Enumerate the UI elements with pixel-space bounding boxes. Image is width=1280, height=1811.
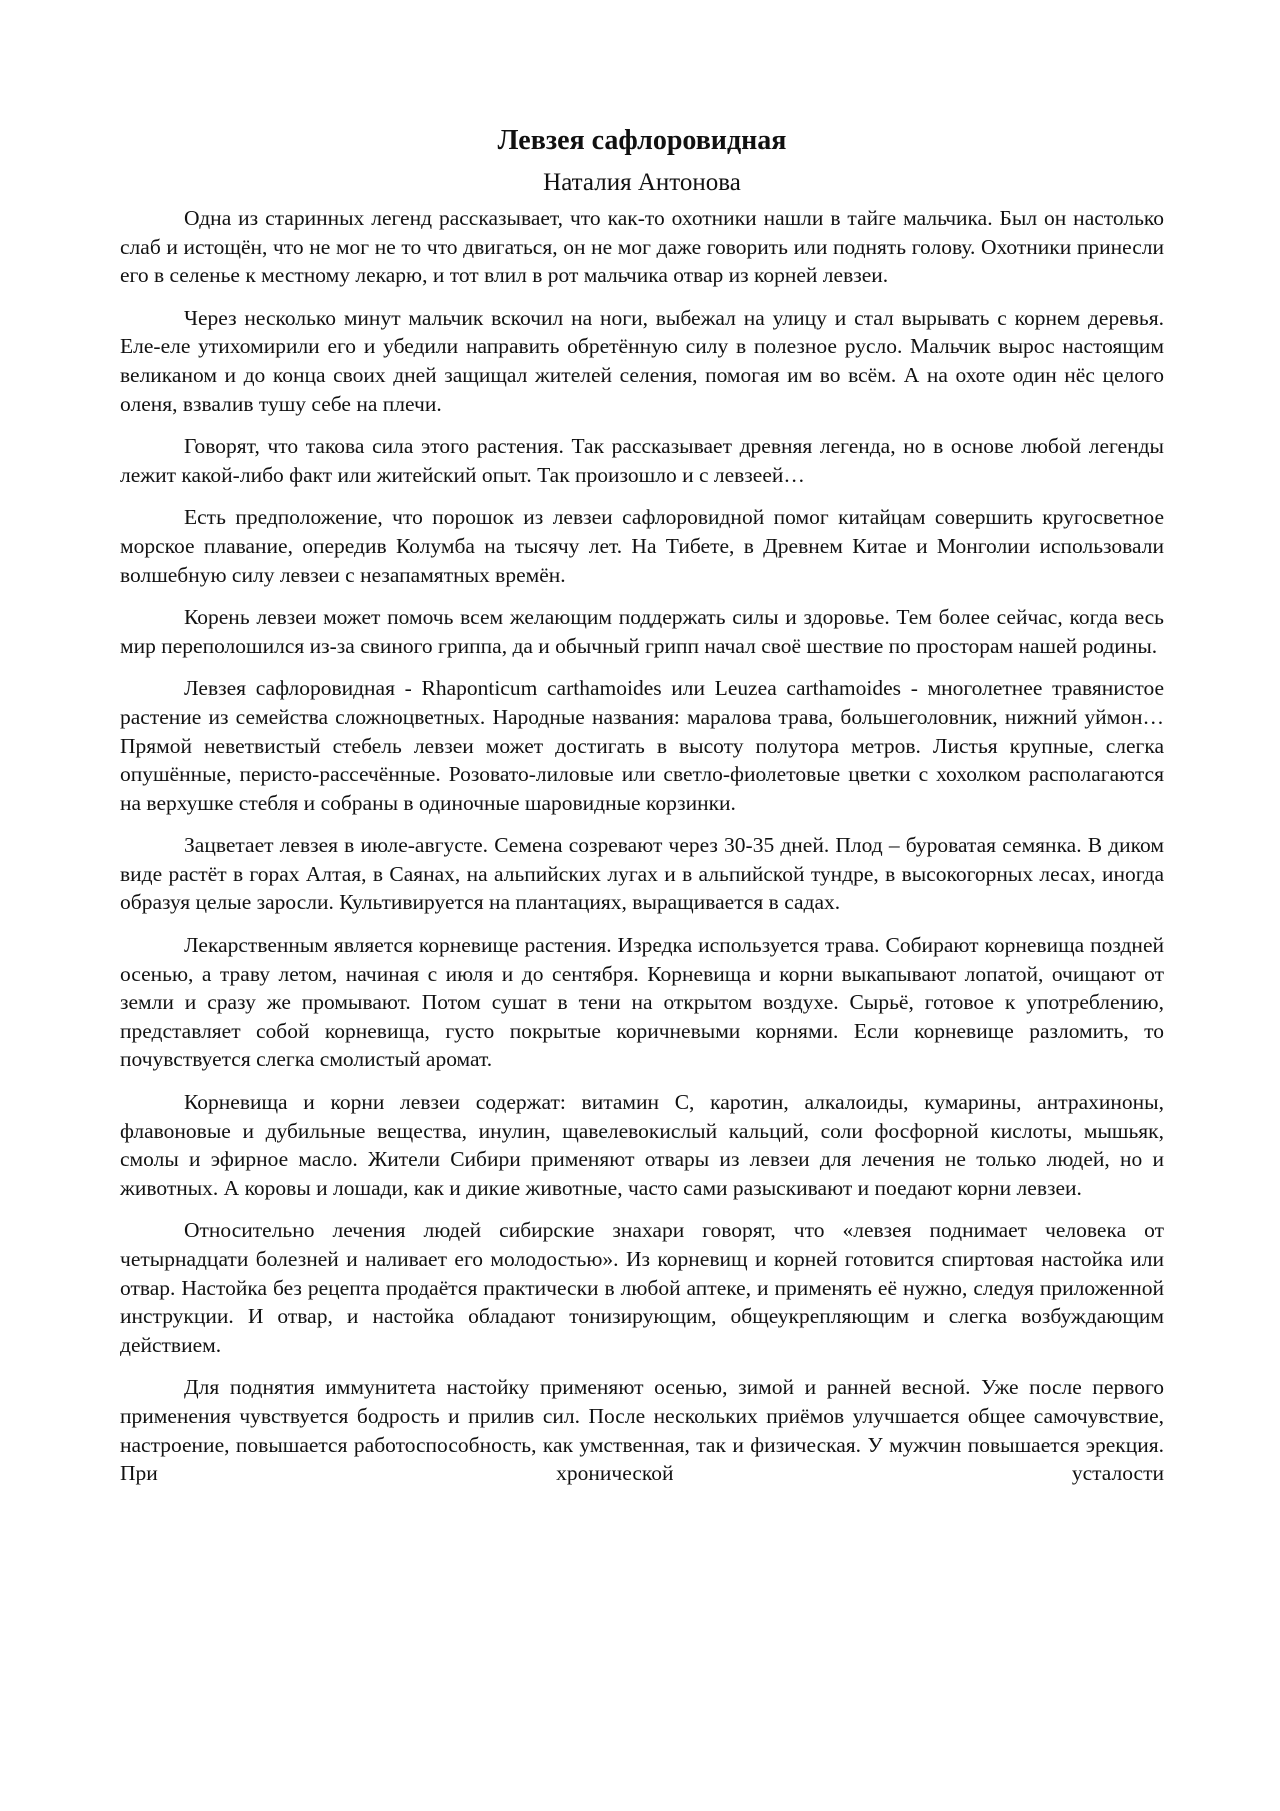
paragraph: Относительно лечения людей сибирские знахари говорят, что «левзея поднимает человека от четырнадцати болезней и наливает его молодостью». Из корневищ и корней готовится спиртовая настойка или отвар. Настойка без рецепта продаётся практически в любой аптеке, и применять её нужно, следуя приложенной инструкции. И отвар, и настойка обладают тонизирующим, общеукрепляющим и слегка возбуждающим действием.: [120, 1218, 1164, 1357]
paragraph: Корневища и корни левзеи содержат: витамин С, каротин, алкалоиды, кумарины, антрахиноны, флавоновые и дубильные вещества, инулин, щавелевокислый кальций, соли фосфорной кислоты, мышьяк, смолы и эфирное масло. Жители Сибири применяют отвары из левзеи для лечения не только людей, но и животных. А коровы и лошади, как и дикие животные, часто сами разыскивают и поедают корни левзеи.: [120, 1090, 1164, 1200]
paragraph: Корень левзеи может помочь всем желающим поддержать силы и здоровье. Тем более сейчас, когда весь мир переполошился из-за свиного гриппа, да и обычный грипп начал своё шествие по просторам нашей родины.: [120, 605, 1164, 658]
paragraph: Через несколько минут мальчик вскочил на ноги, выбежал на улицу и стал вырывать с корнем деревья. Еле-еле утихомирили его и убедили направить обретённую силу в полезное русло. Мальчик вырос настоящим великаном и до конца своих дней защищал жителей селения, помогая им во всём. А на охоте один нёс целого оленя, взвалив тушу себе на плечи.: [120, 305, 1164, 416]
paragraph: Одна из старинных легенд рассказывает, что как-то охотники нашли в тайге мальчика. Был он настолько слаб и истощён, что не мог не то что двигаться, он не мог даже говорить или поднять голову. Охотники принесли его в селенье к местному лекарю, и тот влил в рот мальчика отвар из корней левзеи.: [120, 206, 1164, 288]
document-page: [120, 122, 1164, 1502]
document-author: Наталия Антонова: [543, 169, 741, 196]
paragraph: Есть предположение, что порошок из левзеи сафлоровидной помог китайцам совершить кругосветное морское плавание, опередив Колумба на тысячу лет. На Тибете, в Древнем Китае и Монголии использовали волшебную силу левзеи с незапамятных времён.: [120, 505, 1164, 587]
document-title: Левзея сафлоровидная: [497, 125, 787, 156]
paragraph: Говорят, что такова сила этого растения. Так рассказывает древняя легенда, но в основе любой легенды лежит какой-либо факт или житейский опыт. Так произошло и с левзеей…: [120, 434, 1164, 487]
paragraph: Зацветает левзея в июле-августе. Семена созревают через 30-35 дней. Плод – буроватая семянка. В диком виде растёт в горах Алтая, в Саянах, на альпийских лугах и в альпийской тундре, в высокогорных лесах, иногда образуя целые заросли. Культивируется на плантациях, выращивается в садах.: [120, 833, 1164, 915]
paragraph: Для поднятия иммунитета настойку применяют осенью, зимой и ранней весной. Уже после первого применения чувствуется бодрость и прилив сил. После нескольких приёмов улучшается общее самочувствие, настроение, повышается работоспособность, как умственная, так и физическая. У мужчин повышается эрекция. При хронической усталости: [120, 1375, 1164, 1486]
paragraph: Левзея сафлоровидная - Rhaponticum carthamoides или Leuzea carthamoides - многолетнее травянистое растение из семейства сложноцветных. Народные названия: маралова трава, большеголовник, нижний уймон… Прямой неветвистый стебель левзеи может достигать в высоту полутора метров. Листья крупные, слегка опушённые, перисто-рассечённые. Розовато-лиловые или светло-фиолетовые цветки с хохолком располагаются на верхушке стебля и собраны в одиночные шаровидные корзинки.: [120, 676, 1164, 815]
paragraph: Лекарственным является корневище растения. Изредка используется трава. Собирают корневища поздней осенью, а траву летом, начиная с июля и до сентября. Корневища и корни выкапывают лопатой, очищают от земли и сразу же промывают. Потом сушат в тени на открытом воздухе. Сырьё, готовое к употреблению, представляет собой корневища, густо покрытые коричневыми корнями. Если корневище разломить, то почувствуется слегка смолистый аромат.: [120, 933, 1164, 1072]
